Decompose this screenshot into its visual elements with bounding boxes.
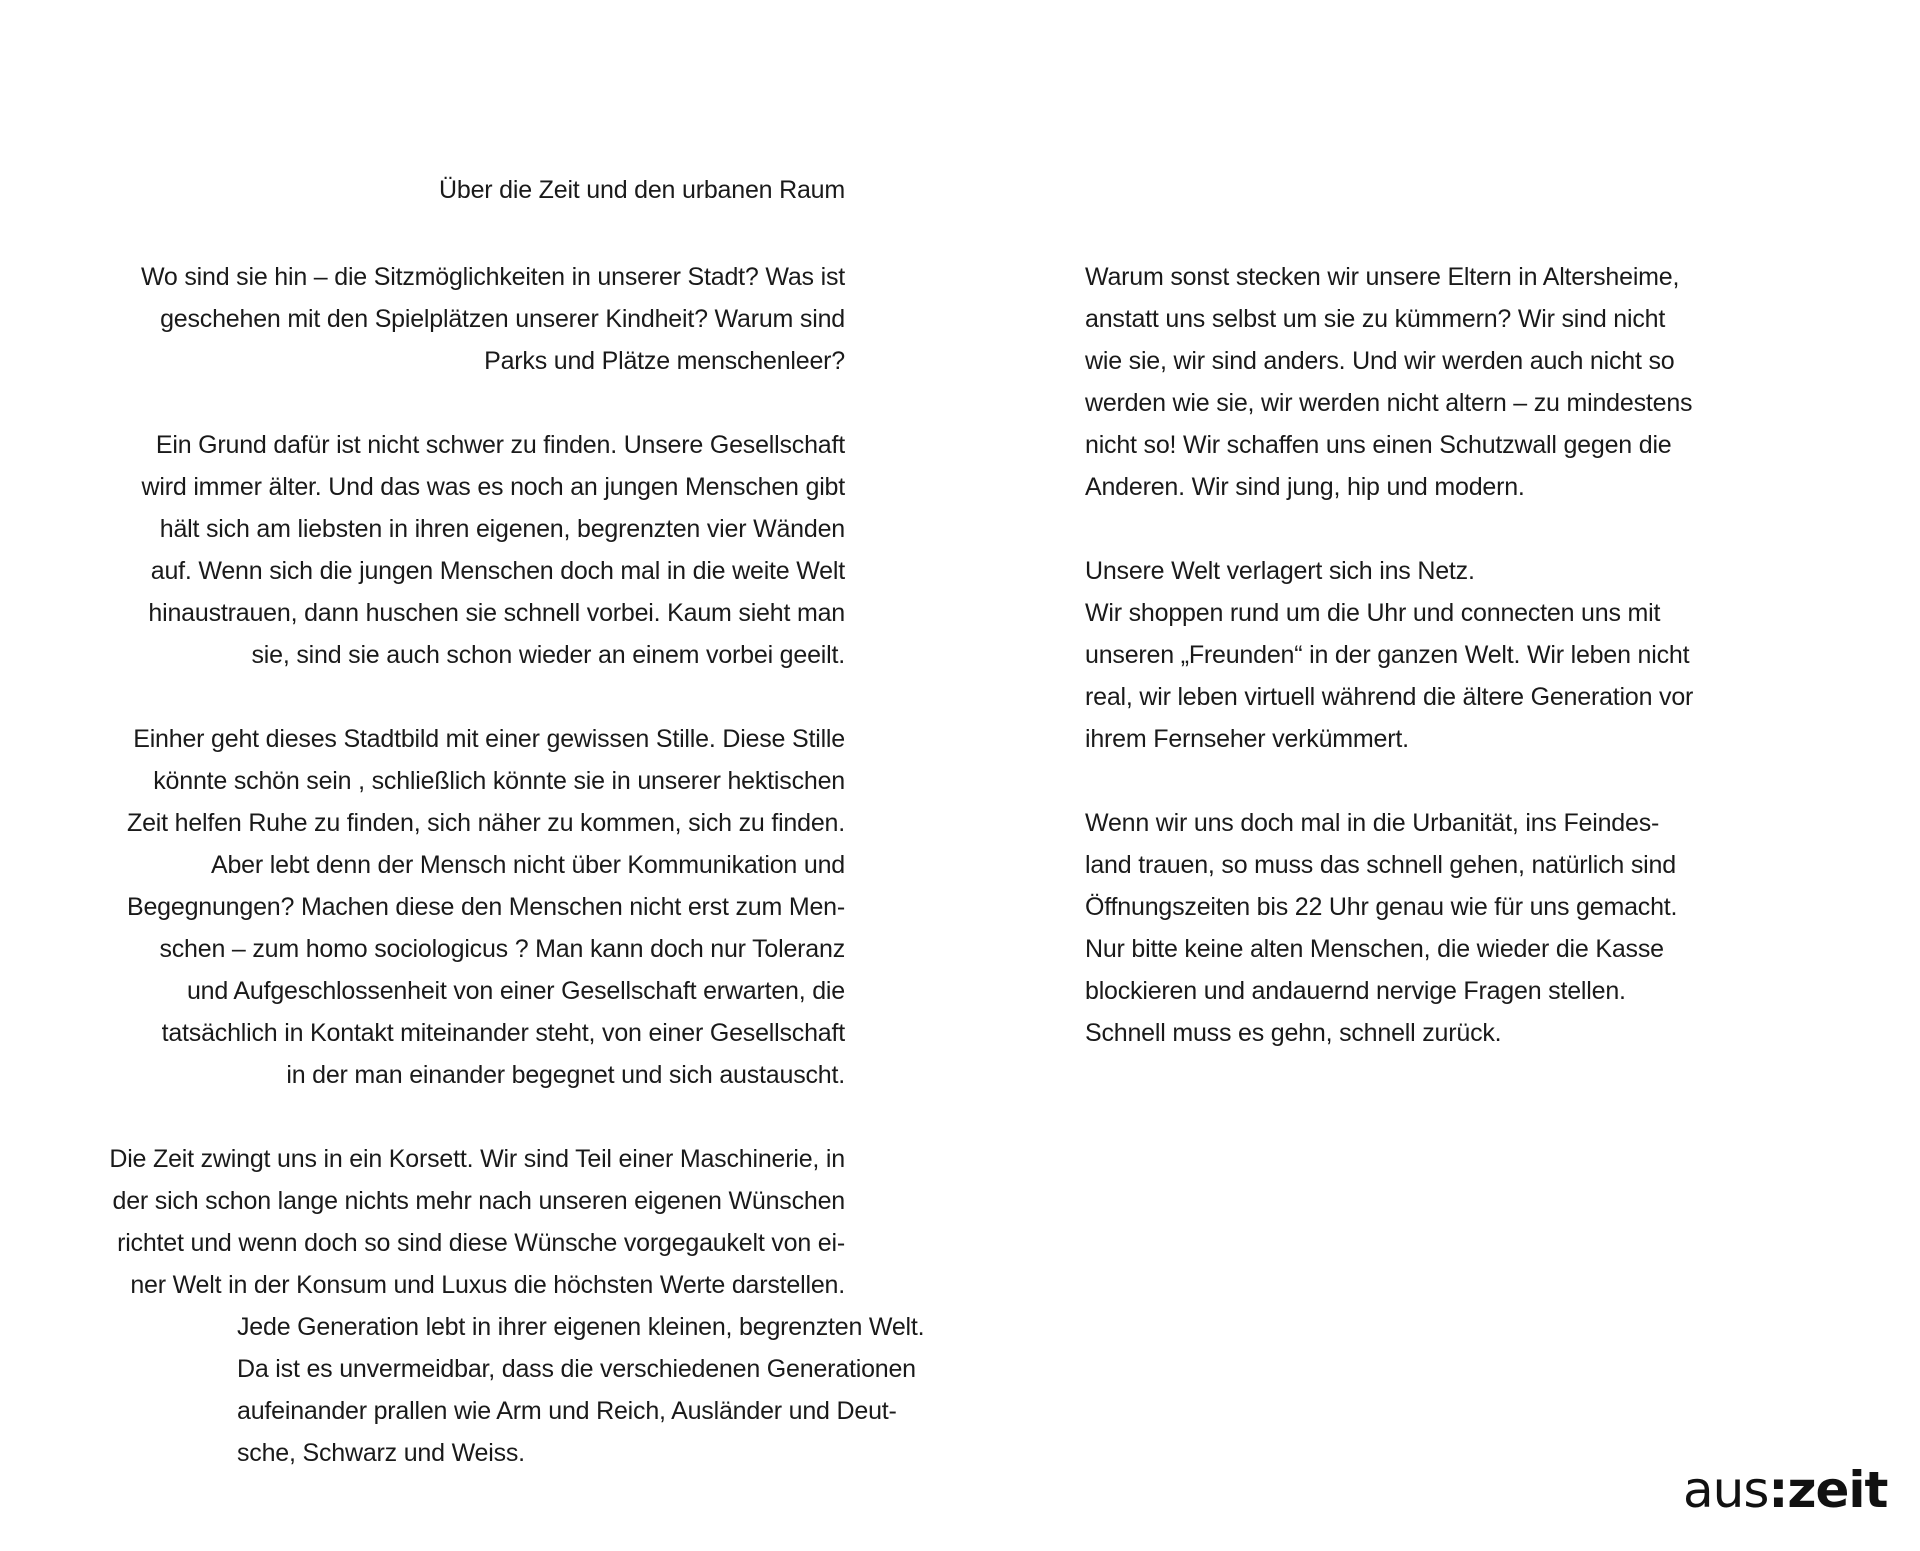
text-line: Einher geht dieses Stadtbild mit einer gewissen Stille. Diese Stille — [133, 725, 845, 753]
text-line: unseren „Freunden“ in der ganzen Welt. Wir leben nicht — [1085, 641, 1690, 669]
logo-part-aus: aus — [1683, 1461, 1769, 1519]
text-line: tatsächlich in Kontakt miteinander steht, von einer Gesellschaft — [161, 1019, 845, 1047]
text-line: und Aufgeschlossenheit von einer Gesellschaft erwarten, die — [186, 977, 845, 1005]
text-line: Wir shoppen rund um die Uhr und connecten uns mit — [1085, 599, 1661, 627]
text-line: Wenn wir uns doch mal in die Urbanität, ins Feindes- — [1085, 809, 1660, 837]
text-line: könnte schön sein , schließlich könnte sie in unserer hektischen — [153, 767, 845, 795]
auszeit-logo — [1683, 1460, 1887, 1520]
text-line: Da ist es unvermeidbar, dass die verschiedenen Generationen — [237, 1355, 916, 1383]
text-line: Jede Generation lebt in ihrer eigenen kleinen, begrenzten Welt. — [237, 1313, 925, 1341]
text-line: der sich schon lange nichts mehr nach unseren eigenen Wünschen — [112, 1187, 845, 1215]
text-line: hinaustrauen, dann huschen sie schnell vorbei. Kaum sieht man — [148, 599, 845, 627]
text-line: Schnell muss es gehn, schnell zurück. — [1085, 1019, 1502, 1047]
text-line: ner Welt in der Konsum und Luxus die höchsten Werte darstellen. — [130, 1271, 845, 1299]
text-line: Parks und Plätze menschenleer? — [484, 347, 845, 375]
text-line: in der man einander begegnet und sich austauscht. — [286, 1061, 845, 1089]
text-line: hält sich am liebsten in ihren eigenen, begrenzten vier Wänden — [159, 515, 845, 543]
text-line: Begegnungen? Machen diese den Menschen nicht erst zum Men- — [126, 893, 845, 921]
text-line: geschehen mit den Spielplätzen unserer Kindheit? Warum sind — [160, 305, 845, 333]
text-line: ihrem Fernseher verkümmert. — [1085, 725, 1409, 753]
text-line: Unsere Welt verlagert sich ins Netz. — [1085, 557, 1475, 585]
text-line: richtet und wenn doch so sind diese Wünsche vorgegaukelt von ei- — [117, 1229, 845, 1257]
text-line: Öffnungszeiten bis 22 Uhr genau wie für uns gemacht. — [1085, 893, 1678, 921]
text-line: sie, sind sie auch schon wieder an einem vorbei geeilt. — [251, 641, 845, 669]
text-line: Die Zeit zwingt uns in ein Korsett. Wir sind Teil einer Maschinerie, in — [109, 1145, 845, 1173]
text-line: wird immer älter. Und das was es noch an jungen Menschen gibt — [141, 473, 845, 501]
text-line: werden wie sie, wir werden nicht altern – zu mindestens — [1085, 389, 1693, 417]
text-line: blockieren und andauernd nervige Fragen stellen. — [1085, 977, 1626, 1005]
text-line: sche, Schwarz und Weiss. — [237, 1439, 525, 1467]
text-line: real, wir leben virtuell während die ältere Generation vor — [1085, 683, 1694, 711]
text-line: Wo sind sie hin – die Sitzmöglichkeiten in unserer Stadt? Was ist — [140, 263, 845, 291]
text-line: schen – zum homo sociologicus ? Man kann doch nur Toleranz — [159, 935, 845, 963]
text-line: Nur bitte keine alten Menschen, die wieder die Kasse — [1085, 935, 1664, 963]
text-line: land trauen, so muss das schnell gehen, natürlich sind — [1085, 851, 1676, 879]
text-line: Anderen. Wir sind jung, hip und modern. — [1085, 473, 1525, 501]
text-line: wie sie, wir sind anders. Und wir werden auch nicht so — [1085, 347, 1675, 375]
text-line: auf. Wenn sich die jungen Menschen doch mal in die weite Welt — [150, 557, 845, 585]
logo-part-zeit: zeit — [1787, 1461, 1888, 1519]
text-line: Warum sonst stecken wir unsere Eltern in Altersheime, — [1085, 263, 1680, 291]
logo-separator: : — [1768, 1461, 1788, 1519]
text-line: Aber lebt denn der Mensch nicht über Kommunikation und — [210, 851, 845, 879]
text-line: Ein Grund dafür ist nicht schwer zu finden. Unsere Gesellschaft — [155, 431, 845, 459]
text-line: Zeit helfen Ruhe zu finden, sich näher zu kommen, sich zu finden. — [127, 809, 845, 837]
text-line: anstatt uns selbst um sie zu kümmern? Wir sind nicht — [1085, 305, 1666, 333]
text-line: nicht so! Wir schaffen uns einen Schutzwall gegen die — [1085, 431, 1672, 459]
text-line: aufeinander prallen wie Arm und Reich, Ausländer und Deut- — [237, 1397, 897, 1425]
article-title: Über die Zeit und den urbanen Raum — [439, 176, 845, 204]
